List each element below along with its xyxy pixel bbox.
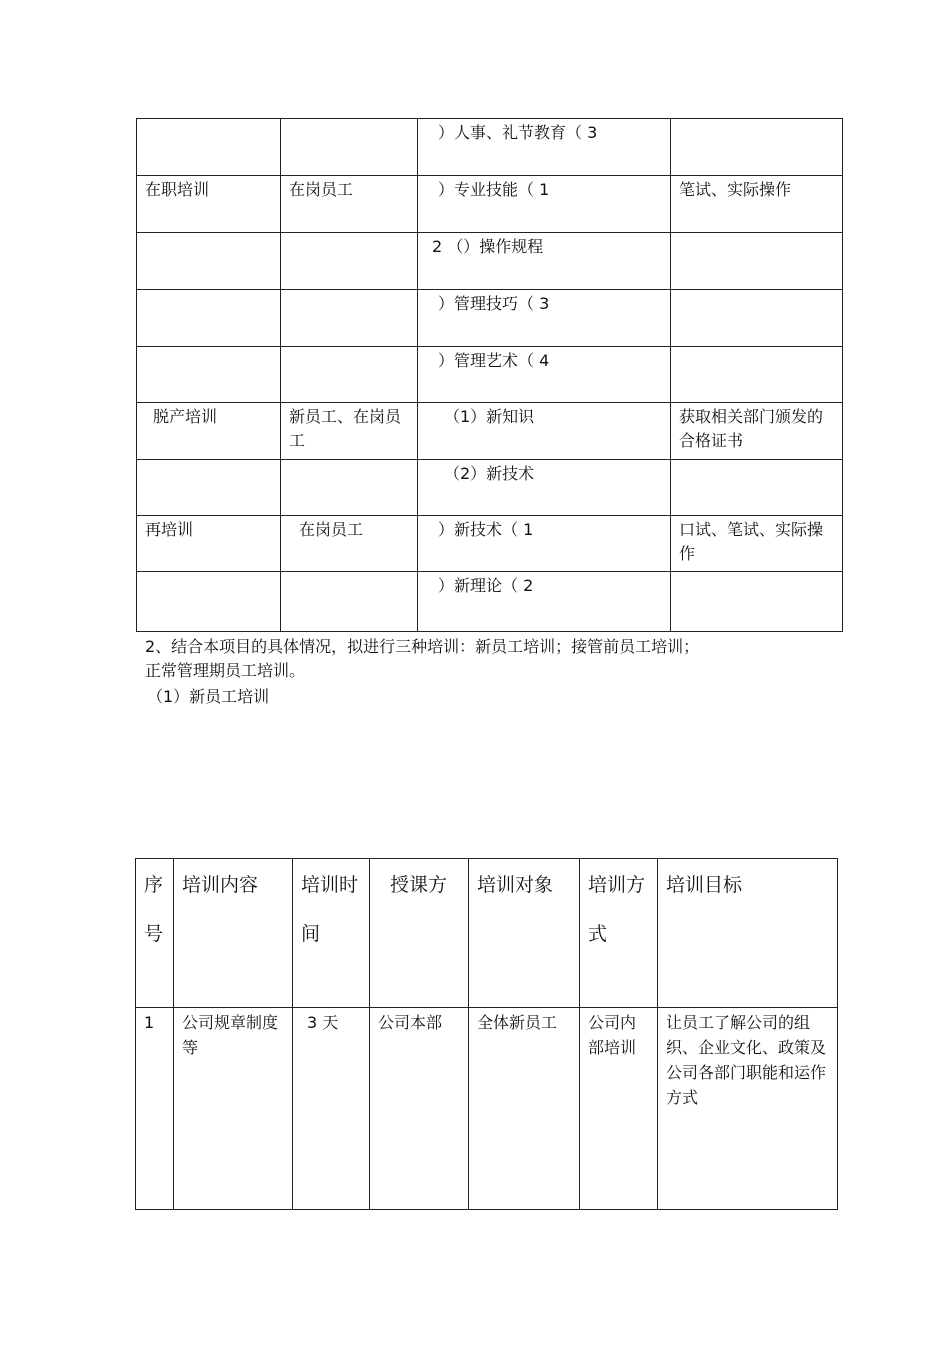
training-method-cell: 公司内部培训 [580,1008,658,1210]
training-content-cell: ）人事、礼节教育（ 3 [418,119,671,176]
training-goal-cell: 让员工了解公司的组织、企业文化、政策及公司各部门职能和运作方式 [658,1008,838,1210]
assessment-method-cell: 获取相关部门颁发的合格证书 [671,403,843,460]
training-target-cell: 全体新员工 [469,1008,580,1210]
training-target-cell [281,233,418,290]
training-target-cell [281,347,418,403]
training-types-table [136,118,843,632]
training-content-cell: ）新技术（ 1 [418,516,671,572]
table-row [137,516,843,572]
training-target-cell [281,119,418,176]
training-content-cell: ）管理艺术（ 4 [418,347,671,403]
training-type-cell [137,119,281,176]
training-time-cell: 3 天 [293,1008,370,1210]
row-number-cell: 1 [136,1008,174,1210]
assessment-method-cell [671,572,843,632]
training-target-cell: 新员工、在岗员工 [281,403,418,460]
paragraph-line: 正常管理期员工培训。 [145,661,306,680]
training-content-cell: 公司规章制度等 [174,1008,293,1210]
training-type-cell: 再培训 [137,516,281,572]
table-row [137,460,843,516]
table-row [137,572,843,632]
table-row [137,290,843,347]
assessment-method-cell [671,460,843,516]
table-row [137,119,843,176]
header-cell: 授课方 [370,859,469,1008]
training-content-cell: 2 （）操作规程 [418,233,671,290]
assessment-method-cell [671,290,843,347]
table-row [137,403,843,460]
new-employee-training-table [135,858,838,1210]
training-type-cell: 脱产培训 [137,403,281,460]
training-type-cell [137,347,281,403]
table-row [137,233,843,290]
training-content-cell: ）专业技能（ 1 [418,176,671,233]
training-target-cell: 在岗员工 [281,516,418,572]
training-type-cell [137,460,281,516]
assessment-method-cell [671,119,843,176]
header-cell: 培训对象 [469,859,580,1008]
training-target-cell [281,572,418,632]
teacher-cell: 公司本部 [370,1008,469,1210]
assessment-method-cell [671,347,843,403]
assessment-method-cell [671,233,843,290]
header-row [136,859,838,1008]
table-row [137,347,843,403]
header-cell: 培训时间 [293,859,370,1008]
table-row [137,176,843,233]
training-target-cell: 在岗员工 [281,176,418,233]
training-type-cell [137,572,281,632]
paragraph-line: 2、结合本项目的具体情况，拟进行三种培训：新员工培训；接管前员工培训； [145,637,700,656]
training-type-cell [137,233,281,290]
training-target-cell [281,460,418,516]
training-content-cell: ）管理技巧（ 3 [418,290,671,347]
table-row [136,1008,838,1210]
training-content-cell: （2）新技术 [418,460,671,516]
header-cell: 培训内容 [174,859,293,1008]
training-type-cell: 在职培训 [137,176,281,233]
training-target-cell [281,290,418,347]
header-cell: 培训目标 [658,859,838,1008]
assessment-method-cell: 笔试、实际操作 [671,176,843,233]
training-content-cell: （1）新知识 [418,403,671,460]
assessment-method-cell: 口试、笔试、实际操作 [671,516,843,572]
training-content-cell: ）新理论（ 2 [418,572,671,632]
training-type-cell [137,290,281,347]
section-heading: （1）新员工培训 [147,687,270,706]
header-cell: 序号 [136,859,174,1008]
header-cell: 培训方式 [580,859,658,1008]
